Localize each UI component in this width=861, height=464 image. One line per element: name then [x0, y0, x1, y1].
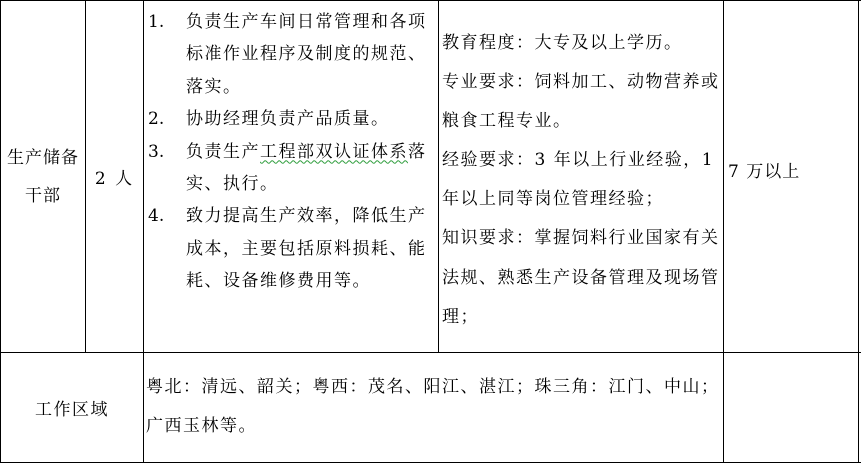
duty-item [144, 136, 438, 201]
duty-text [186, 136, 438, 201]
duty-number: 3. [148, 141, 165, 162]
duty-number: 2. [148, 109, 165, 130]
position-name-cell [1, 1, 85, 352]
work-area-label: 工作区域 [35, 399, 109, 420]
duty-text-part: 负责生产 [186, 141, 260, 162]
column-divider [723, 0, 724, 463]
duty-item [144, 103, 438, 135]
duty-item [144, 6, 438, 103]
duty-text [186, 200, 438, 297]
spellcheck-underlined-text: 工程部双认证体系 [260, 141, 408, 162]
requirement-item: 专业要求：饲料加工、动物营养或粮食工程专业。 [442, 72, 720, 132]
requirement-item: 教育程度：大专及以上学历。 [442, 33, 683, 53]
salary-cell: 7 万以上 [728, 162, 801, 182]
duty-text-part: 负责生产车间日常管理和各项标准作业程序及制度的规范、落实。 [186, 12, 427, 97]
requirement-item: 经验要求：3 年以上行业经验，1 年以上同等岗位管理经验； [442, 150, 715, 210]
column-divider [438, 0, 439, 352]
position-name-line1: 生产储备 [7, 147, 79, 168]
table-border-right [858, 0, 859, 463]
table-border-bottom [0, 462, 861, 463]
duty-text-part: 落实、执行。 [186, 141, 427, 195]
duty-number: 4. [148, 206, 165, 227]
duties-cell [144, 6, 438, 351]
position-name-line2: 干部 [25, 185, 61, 206]
duty-item [144, 200, 438, 297]
duty-text-part: 协助经理负责产品质量。 [186, 109, 390, 130]
headcount-cell: 2 人 [94, 169, 135, 189]
duty-number: 1. [148, 12, 165, 32]
duty-text-part: 致力提高生产效率，降低生产成本，主要包括原料损耗、能耗、设备维修费用等。 [186, 206, 427, 292]
requirements-cell [440, 24, 723, 344]
requirement-item: 知识要求：掌握饲料行业国家有关法规、熟悉生产设备管理及现场管理； [442, 228, 720, 327]
work-area-text: 粤北：清远、韶关；粤西：茂名、阳江、湛江；珠三角：江门、中山；广西玉林等。 [146, 377, 720, 436]
duty-text [186, 6, 438, 103]
duty-text [186, 103, 438, 135]
